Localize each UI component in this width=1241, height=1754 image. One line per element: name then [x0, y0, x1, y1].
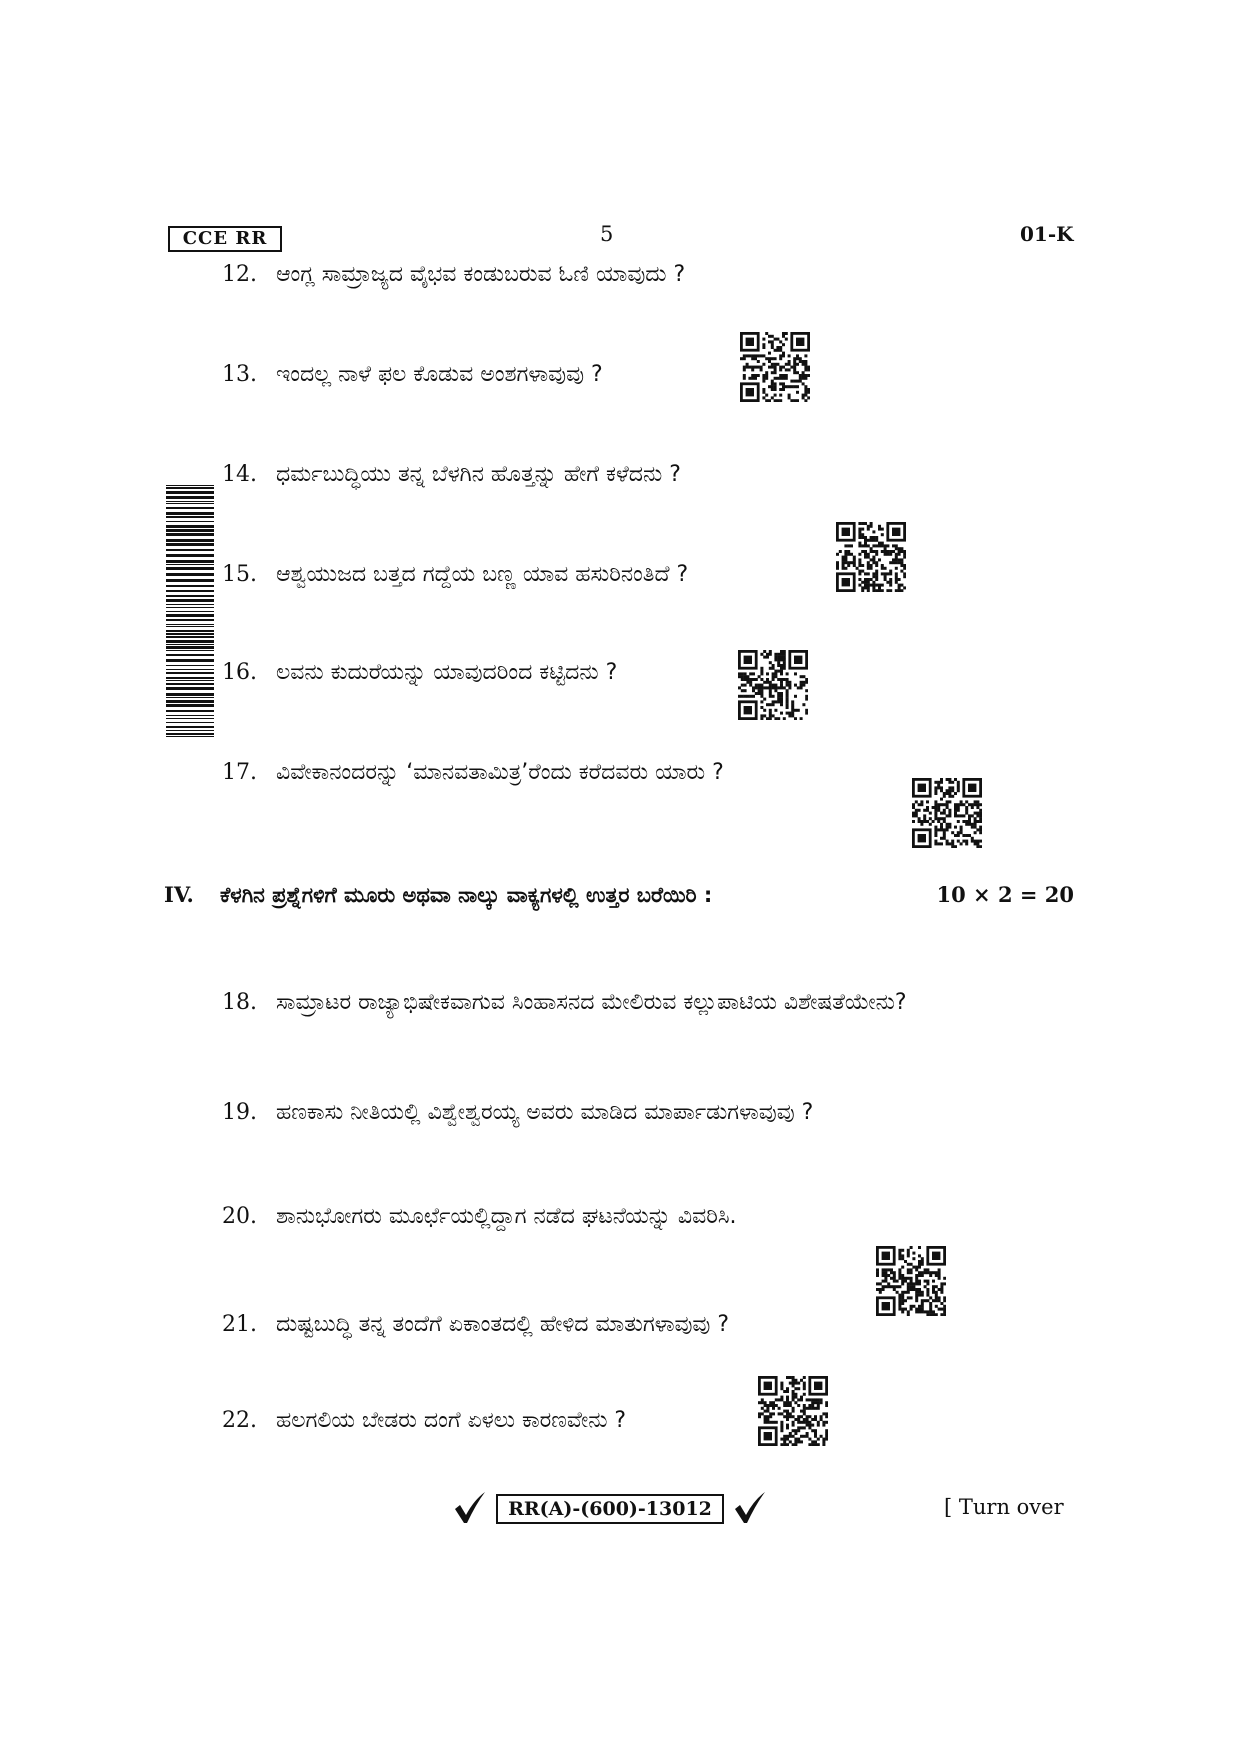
qr-code-icon	[758, 1376, 828, 1446]
question-text: ಲವನು ಕುದುರೆಯನ್ನು ಯಾವುದರಿಂದ ಕಟ್ಟಿದನು ?	[276, 660, 618, 685]
section-marks: 10 × 2 = 20	[936, 882, 1074, 907]
paper-code: 01-K	[1020, 222, 1074, 246]
question-22	[222, 1408, 626, 1433]
question-number: 22.	[222, 1408, 257, 1433]
barcode-icon	[166, 485, 214, 737]
turn-over-label: [ Turn over	[944, 1495, 1064, 1519]
question-text: ಸಾಮ್ರಾಟರ ರಾಜ್ಯಾಭಿಷೇಕವಾಗುವ ಸಿಂಹಾಸನದ ಮೇಲಿರುವ ಕಲ್ಲುಪಾಟಿಯ ವಿಶೇಷತೆಯೇನು?	[276, 990, 907, 1015]
question-number: 14.	[222, 462, 257, 487]
question-text: ಹಲಗಲಿಯ ಬೇಡರು ದಂಗೆ ಏಳಲು ಕಾರಣವೇನು ?	[276, 1408, 627, 1433]
qr-code-icon	[912, 778, 982, 848]
question-number: 13.	[222, 362, 257, 387]
question-text: ಇಂದಲ್ಲ ನಾಳೆ ಫಲ ಕೊಡುವ ಅಂಶಗಳಾವುವು ?	[276, 362, 603, 387]
footer-paper-code: RR(A)-(600)-13012	[496, 1494, 724, 1524]
question-13	[222, 362, 603, 387]
question-15	[222, 562, 688, 587]
qr-code-icon	[876, 1246, 946, 1316]
question-16	[222, 660, 617, 685]
question-19	[222, 1100, 813, 1125]
question-17	[222, 760, 724, 785]
question-12	[222, 262, 685, 287]
question-text: ಹಣಕಾಸು ನೀತಿಯಲ್ಲಿ ವಿಶ್ವೇಶ್ವರಯ್ಯ ಅವರು ಮಾಡಿದ ಮಾರ್ಪಾಡುಗಳಾವುವು ?	[276, 1100, 814, 1125]
question-text: ಆಶ್ವಯುಜದ ಬತ್ತದ ಗದ್ದೆಯ ಬಣ್ಣ ಯಾವ ಹಸುರಿನಂತಿದೆ ?	[276, 562, 689, 587]
section-heading	[164, 882, 1074, 908]
qr-code-icon	[836, 522, 906, 592]
question-text: ಧರ್ಮಬುದ್ಧಿಯು ತನ್ನ ಬೆಳಗಿನ ಹೊತ್ತನ್ನು ಹೇಗೆ ಕಳೆದನು ?	[276, 462, 681, 487]
question-number: 12.	[222, 262, 257, 287]
qr-code-icon	[738, 650, 808, 720]
checkmark-icon	[452, 1490, 488, 1526]
question-number: 19.	[222, 1100, 257, 1125]
question-number: 16.	[222, 660, 257, 685]
section-instruction: ಕೆಳಗಿನ ಪ್ರಶ್ನೆಗಳಿಗೆ ಮೂರು ಅಥವಾ ನಾಲ್ಕು ವಾಕ್ಯಗಳಲ್ಲಿ ಉತ್ತರ ಬರೆಯಿರಿ :	[220, 883, 713, 907]
question-21	[222, 1312, 729, 1337]
paper-series-box: CCE RR	[168, 226, 282, 252]
question-text: ಆಂಗ್ಲ ಸಾಮ್ರಾಜ್ಯದ ವೈಭವ ಕಂಡುಬರುವ ಓಣಿ ಯಾವುದು ?	[276, 262, 686, 287]
checkmark-icon	[732, 1490, 768, 1526]
question-text: ದುಷ್ಟಬುದ್ಧಿ ತನ್ನ ತಂದೆಗೆ ಏಕಾಂತದಲ್ಲಿ ಹೇಳಿದ ಮಾತುಗಳಾವುವು ?	[276, 1312, 730, 1337]
section-number: IV.	[164, 882, 194, 907]
question-14	[222, 462, 681, 487]
question-number: 18.	[222, 990, 257, 1015]
question-text: ವಿವೇಕಾನಂದರನ್ನು ‘ಮಾನವತಾಮಿತ್ರ’ರೆಂದು ಕರೆದವರು ಯಾರು ?	[276, 760, 724, 785]
page-number: 5	[600, 222, 614, 246]
question-number: 17.	[222, 760, 257, 785]
question-18	[222, 990, 907, 1015]
question-number: 21.	[222, 1312, 257, 1337]
qr-code-icon	[740, 332, 810, 402]
question-number: 15.	[222, 562, 257, 587]
question-text: ಶಾನುಭೋಗರು ಮೂರ್ಛೆಯಲ್ಲಿದ್ದಾಗ ನಡೆದ ಘಟನೆಯನ್ನು ವಿವರಿಸಿ.	[276, 1204, 737, 1229]
question-number: 20.	[222, 1204, 257, 1229]
question-20	[222, 1204, 737, 1229]
